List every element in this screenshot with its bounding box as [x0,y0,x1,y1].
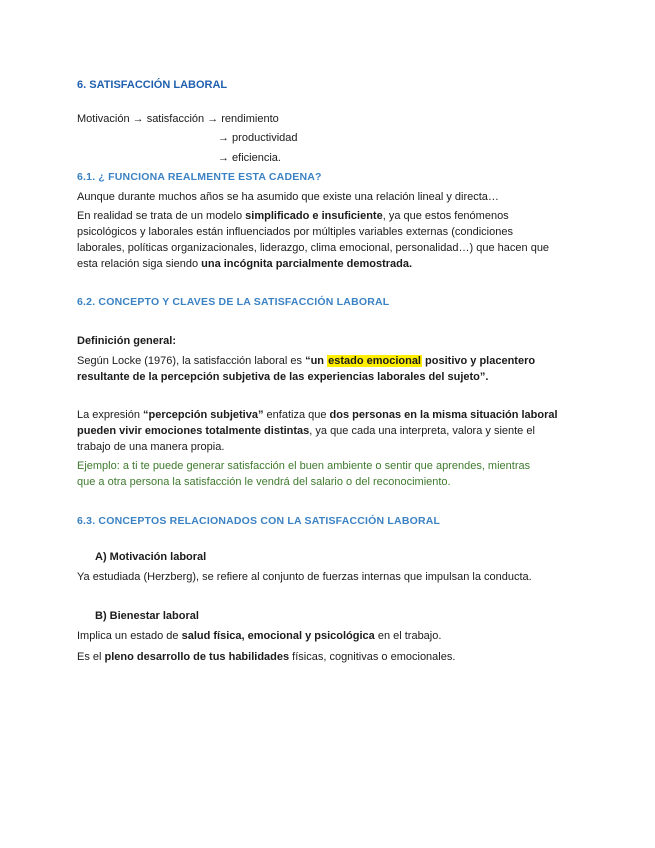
chain-line-3: → eficiencia. [218,152,281,164]
subsection-b-line-1: Implica un estado de salud física, emocional y psicológica en el trabajo. [77,630,442,642]
highlighted-term: estado emocional [328,355,421,367]
chain-line-2: → productividad [218,132,298,144]
section-6-2-heading: 6.2. CONCEPTO Y CLAVES DE LA SATISFACCIÓN LABORAL [77,296,390,308]
s61-paragraph-2-line-1: En realidad se trata de un modelo simplificado e insuficiente, ya que estos fenómenos [77,210,509,222]
chain-line-1: Motivación → satisfacción → rendimiento [77,113,279,125]
expression-line-2: pueden vivir emociones totalmente distintas, ya que cada una interpreta, valora y siente el [77,425,535,437]
s61-paragraph-2-line-3: laborales, políticas organizacionales, liderazgo, clima emocional, personalidad…) que hacen que [77,242,550,254]
subsection-a-heading: A) Motivación laboral [95,551,207,563]
s61-paragraph-1: Aunque durante muchos años se ha asumido que existe una relación lineal y directa… [77,191,499,203]
subsection-a-text: Ya estudiada (Herzberg), se refiere al conjunto de fuerzas internas que impulsan la conducta. [77,571,532,583]
expression-line-3: trabajo de una manera propia. [77,441,225,453]
section-6-heading: 6. SATISFACCIÓN LABORAL [77,79,228,91]
definition-line-2: resultante de la percepción subjetiva de las experiencias laborales del sujeto”. [77,371,489,383]
definition-label: Definición general: [77,335,177,347]
s61-paragraph-2-line-2: psicológicos y laborales están influenciados por múltiples variables externas (condiciones [77,226,513,238]
example-line-1: Ejemplo: a ti te puede generar satisfacción el buen ambiente o sentir que aprendes, mientras [77,460,531,472]
definition-line-1: Según Locke (1976), la satisfacción laboral es “un estado emocional positivo y placentero [77,355,536,367]
expression-line-1: La expresión “percepción subjetiva” enfatiza que dos personas en la misma situación laboral [77,409,558,421]
section-6-1-heading: 6.1. ¿ FUNCIONA REALMENTE ESTA CADENA? [77,171,322,183]
example-line-2: que a otra persona la satisfacción le vendrá del salario o del reconocimiento. [77,476,451,488]
s61-paragraph-2-line-4: esta relación siga siendo una incógnita parcialmente demostrada. [77,258,413,270]
subsection-b-heading: B) Bienestar laboral [95,610,199,622]
section-6-3-heading: 6.3. CONCEPTOS RELACIONADOS CON LA SATISFACCIÓN LABORAL [77,515,441,527]
subsection-b-line-2: Es el pleno desarrollo de tus habilidades físicas, cognitivas o emocionales. [77,651,456,663]
